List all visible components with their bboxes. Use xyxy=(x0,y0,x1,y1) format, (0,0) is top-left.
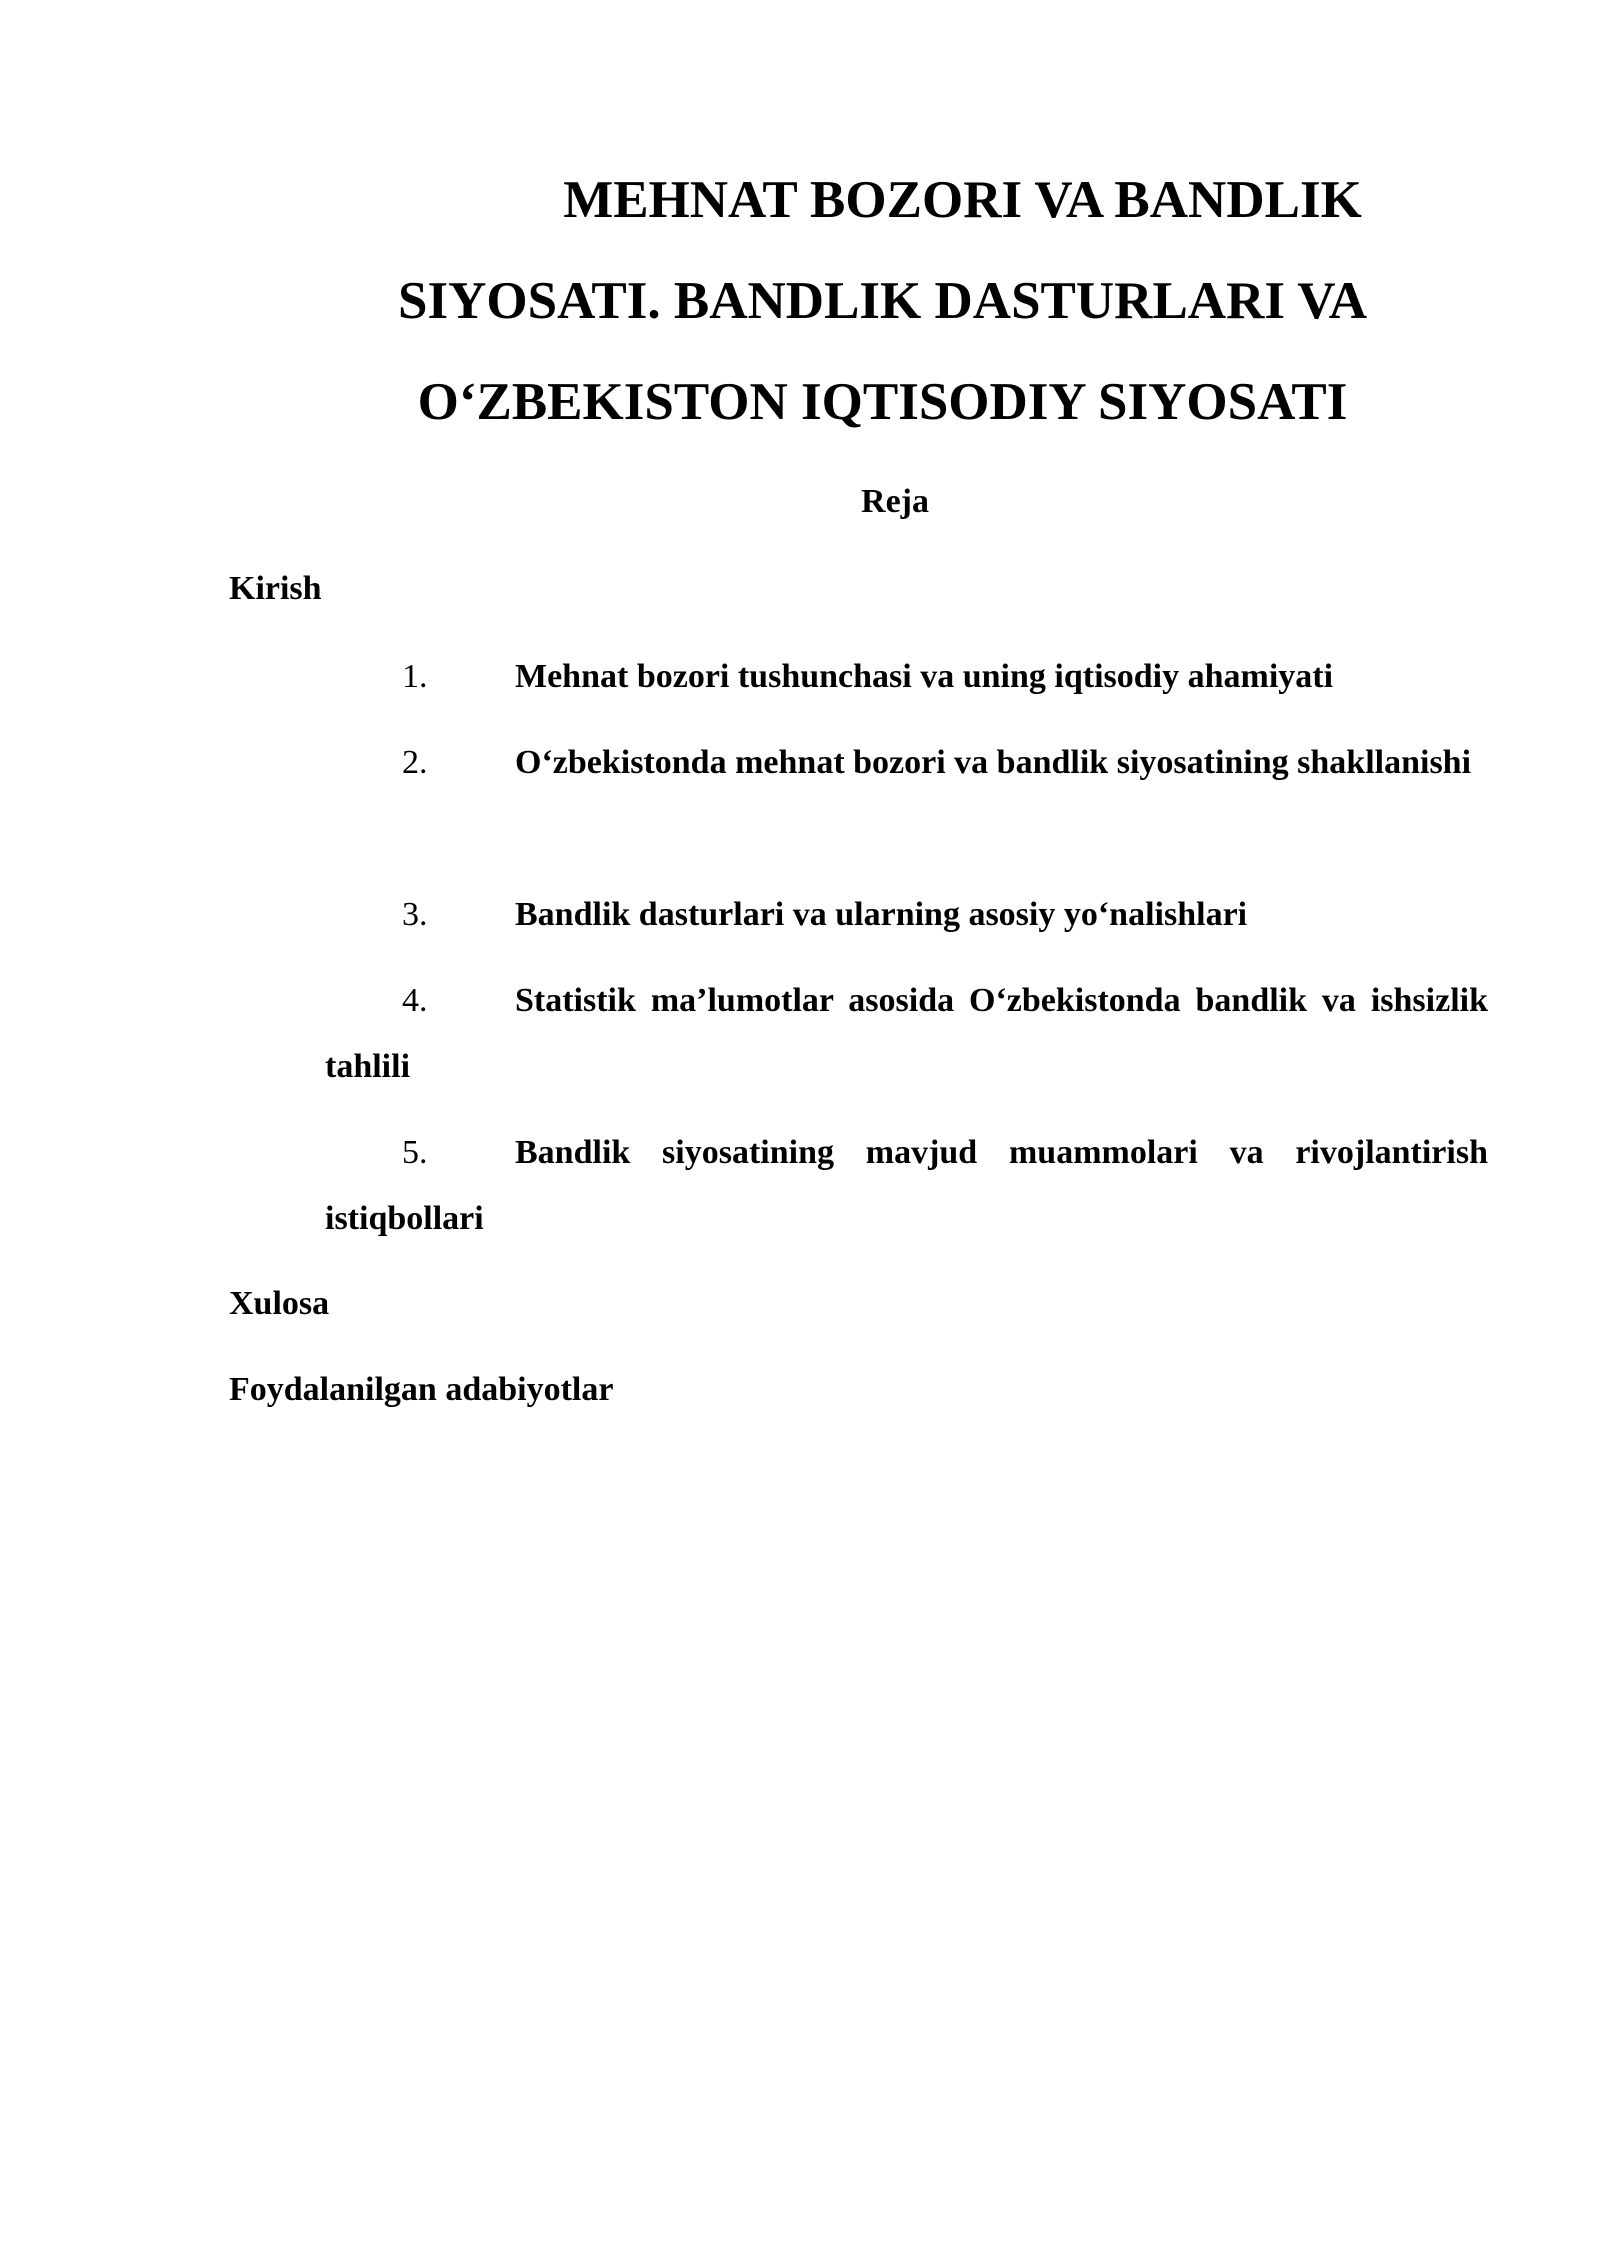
plan-item-2 xyxy=(325,730,1488,796)
title-line-1: MEHNAT BOZORI VA BANDLIK xyxy=(563,171,1362,229)
plan-item-3 xyxy=(325,882,1488,948)
plan-item-text: Mehnat bozori tushunchasi va uning iqtisodiy ahamiyati xyxy=(515,658,1334,695)
plan-item-text: Statistik ma’lumotlar asosida O‘zbekistonda bandlik va ishsizlik tahlili xyxy=(325,982,1488,1085)
plan-item-text: Bandlik dasturlari va ularning asosiy yo‘nalishlari xyxy=(515,896,1248,933)
plan-item-number: 5. xyxy=(402,1134,428,1171)
plan-item-4 xyxy=(325,968,1488,1100)
title-line-3: O‘ZBEKISTON IQTISODIY SIYOSATI xyxy=(417,373,1348,431)
plan-item-1 xyxy=(325,644,1488,710)
title-line-2: SIYOSATI. BANDLIK DASTURLARI VA xyxy=(398,272,1367,330)
references-heading: Foydalanilgan adabiyotlar xyxy=(229,1371,614,1408)
plan-item-number: 3. xyxy=(402,896,428,933)
plan-item-number: 4. xyxy=(402,982,428,1019)
plan-item-number: 1. xyxy=(402,658,428,695)
plan-item-text: Bandlik siyosatining mavjud muammolari va rivojlantirish istiqbollari xyxy=(325,1134,1488,1237)
document-title xyxy=(230,150,1555,453)
plan-item-number: 2. xyxy=(402,744,428,781)
intro-heading: Kirish xyxy=(229,570,322,607)
plan-item-5 xyxy=(325,1120,1488,1252)
conclusion-heading: Xulosa xyxy=(229,1285,330,1322)
plan-item-text: O‘zbekistonda mehnat bozori va bandlik siyosatining shakllanishi xyxy=(515,744,1472,781)
plan-heading: Reja xyxy=(861,483,929,520)
